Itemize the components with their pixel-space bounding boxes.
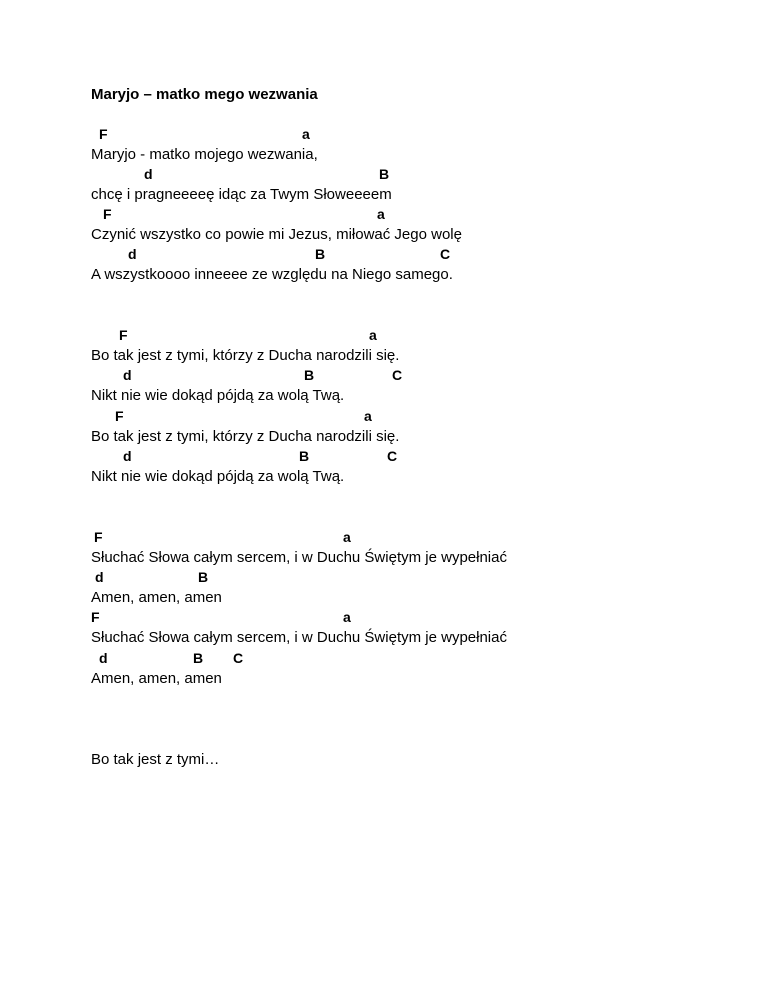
chord: a xyxy=(302,126,310,142)
chord: C xyxy=(440,246,451,262)
chord: d xyxy=(99,650,108,666)
chord: F xyxy=(119,327,128,343)
lyric-line: Słuchać Słowa całym sercem, i w Duchu Świętym je wypełniać xyxy=(91,549,507,566)
chord: a xyxy=(343,609,351,625)
lyric-line: Bo tak jest z tymi, którzy z Ducha narodzili się. xyxy=(91,428,400,445)
chord: F xyxy=(94,529,103,545)
chord: B xyxy=(379,166,390,182)
chord: F xyxy=(103,206,112,222)
lyric-line: Nikt nie wie dokąd pójdą za wolą Twą. xyxy=(91,468,345,485)
lyric-line: Czynić wszystko co powie mi Jezus, miłować Jego wolę xyxy=(91,226,462,243)
lyric-line: Bo tak jest z tymi, którzy z Ducha narodzili się. xyxy=(91,347,400,364)
chord: d xyxy=(95,569,104,585)
chord: F xyxy=(99,126,108,142)
lyric-line: Nikt nie wie dokąd pójdą za wolą Twą. xyxy=(91,387,345,404)
lyric-line: Słuchać Słowa całym sercem, i w Duchu Świętym je wypełniać xyxy=(91,629,507,646)
chord: C xyxy=(387,448,398,464)
chord: B xyxy=(198,569,209,585)
song-title: Maryjo – matko mego wezwania xyxy=(91,86,318,103)
outro-line: Bo tak jest z tymi… xyxy=(91,751,220,768)
chord: a xyxy=(369,327,377,343)
chord: B xyxy=(299,448,310,464)
chord: B xyxy=(193,650,204,666)
chord: B xyxy=(304,367,315,383)
chord: a xyxy=(343,529,351,545)
chord: F xyxy=(115,408,124,424)
chord: d xyxy=(123,448,132,464)
chord: C xyxy=(233,650,244,666)
chord: a xyxy=(377,206,385,222)
chord: d xyxy=(128,246,137,262)
chord: F xyxy=(91,609,100,625)
chord: d xyxy=(144,166,153,182)
lyric-line: Maryjo - matko mojego wezwania, xyxy=(91,146,318,163)
lyric-line: Amen, amen, amen xyxy=(91,670,222,687)
chord: a xyxy=(364,408,372,424)
chord: d xyxy=(123,367,132,383)
lyric-line: A wszystkoooo inneeee ze względu na Niego samego. xyxy=(91,266,453,283)
chord: B xyxy=(315,246,326,262)
lyric-line: Amen, amen, amen xyxy=(91,589,222,606)
chord: C xyxy=(392,367,403,383)
lyric-line: chcę i pragneeeeę idąc za Twym Słoweeeem xyxy=(91,186,392,203)
